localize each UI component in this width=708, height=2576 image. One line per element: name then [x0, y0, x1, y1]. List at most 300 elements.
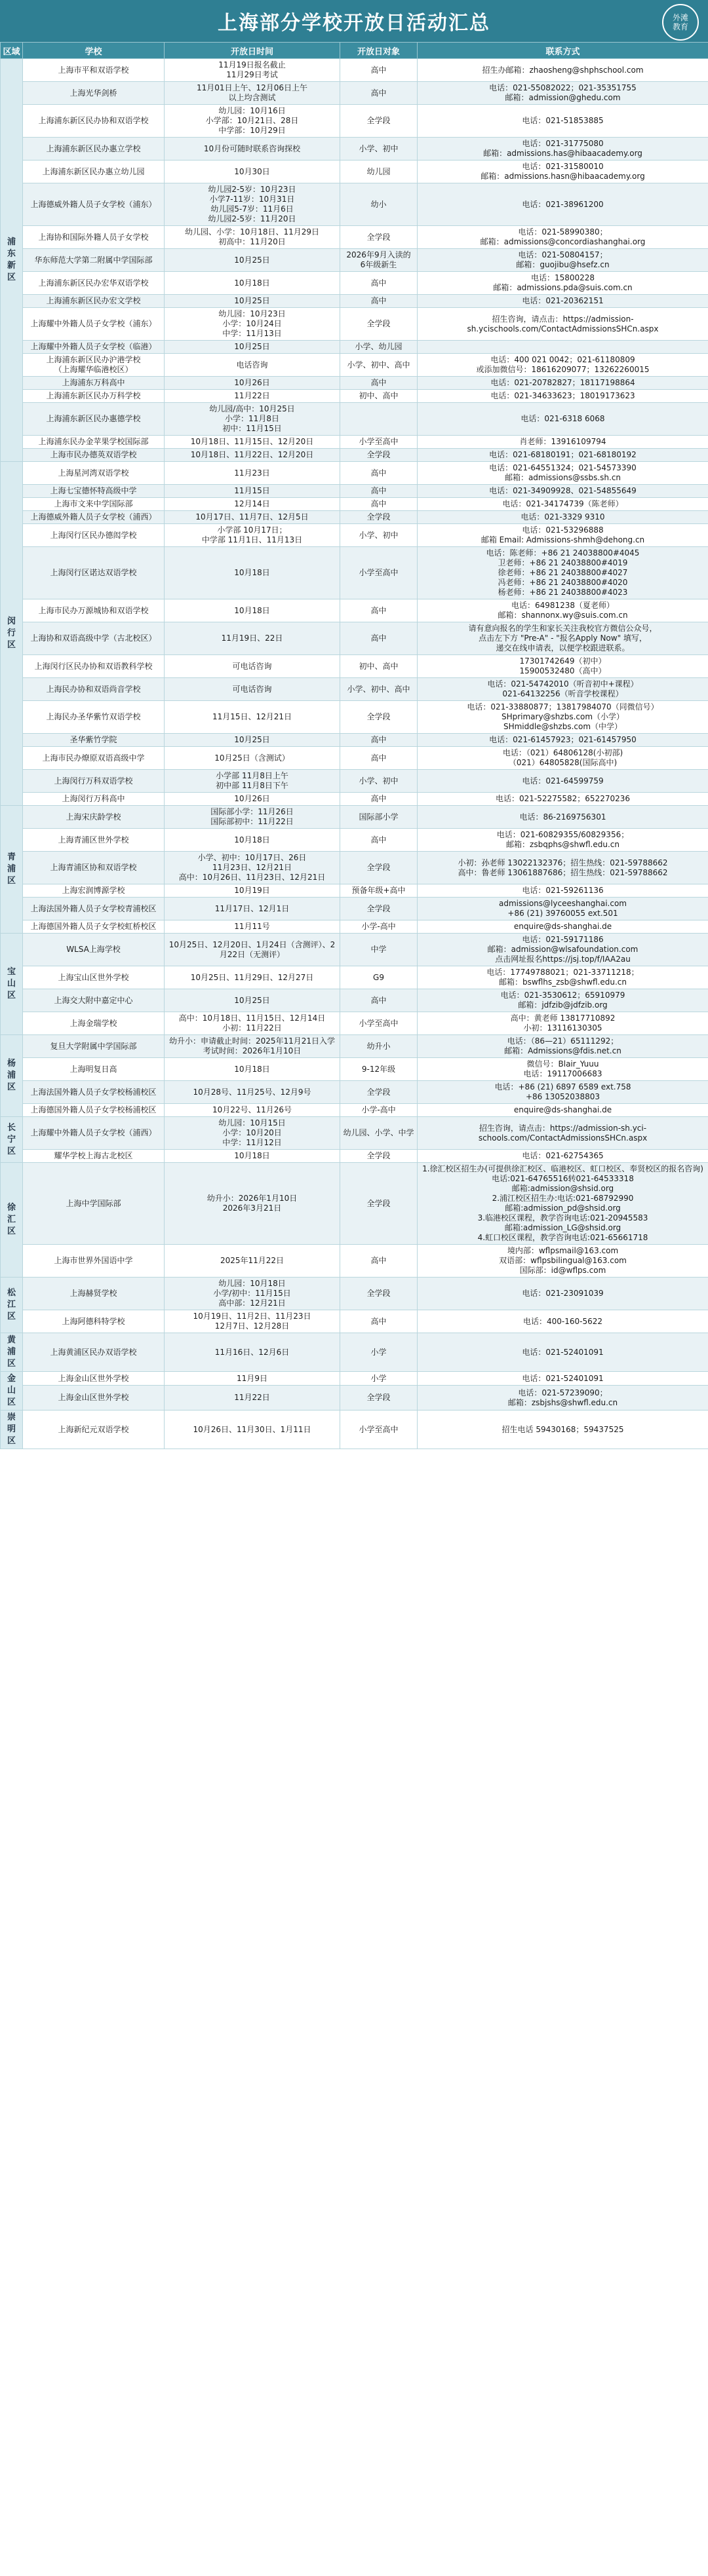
table-row: [1, 1150, 708, 1163]
open-day-target-cell: 全学段: [340, 105, 418, 138]
school-cell: 上海闵行区民办协和双语教科学校: [23, 655, 165, 678]
table-row: [1, 793, 708, 806]
open-day-time-cell: 可电话咨询: [165, 655, 340, 678]
open-day-target-cell: 幼儿园: [340, 161, 418, 183]
open-day-time-cell: 10月18日、11月22日、12月20日: [165, 449, 340, 462]
open-day-time-cell: 幼儿园、小学：10月18日、11月29日 初高中：11月20日: [165, 226, 340, 249]
open-day-time-cell: 10月18日、11月15日、12月20日: [165, 436, 340, 449]
column-header-target: 开放日对象: [340, 43, 418, 59]
school-cell: 上海浦东万科高中: [23, 377, 165, 390]
open-day-target-cell: 高中: [340, 1310, 418, 1333]
open-day-target-cell: 小学-高中: [340, 920, 418, 934]
contact-cell: 电话：17749788021；021-33711218； 邮箱：bswflhs_zsb@shwfl.edu.cn: [418, 966, 708, 989]
logo-line-2: 教育: [672, 22, 688, 31]
open-day-target-cell: 幼儿园、小学、中学: [340, 1117, 418, 1150]
column-header-school: 学校: [23, 43, 165, 59]
contact-cell: 电话：021-3530612；65910979 邮箱：jdfzib@jdfzib.org: [418, 989, 708, 1012]
school-cell: 上海德威外籍人员子女学校（浦西）: [23, 511, 165, 524]
contact-cell: 电话：陈老师：+86 21 24038800#4045 卫老师：+86 21 24038800#4019 徐老师：+86 21 24038800#4027 冯老师：+86 21 24038800#4020 杨老师：+86 21 24038800#4023: [418, 547, 708, 599]
table-row: [1, 852, 708, 884]
district-label: 黄浦区: [7, 1335, 16, 1369]
open-day-target-cell: 全学段: [340, 1150, 418, 1163]
open-day-time-cell: 11月22日: [165, 1386, 340, 1411]
school-cell: 上海黄浦区民办双语学校: [23, 1333, 165, 1372]
contact-cell: 电话：021-23091039: [418, 1278, 708, 1310]
district-label: 闵行区: [7, 616, 16, 650]
table-row: [1, 678, 708, 701]
contact-cell: 电话：021-54742010（听音初中+课程） 021-64132256（听音学校课程）: [418, 678, 708, 701]
table-row: [1, 105, 708, 138]
school-cell: 上海闵行万科双语学校: [23, 770, 165, 793]
open-day-target-cell: 小学: [340, 1372, 418, 1386]
school-cell: 上海明复日高: [23, 1058, 165, 1081]
contact-cell: 电话：021-34909928、021-54855649: [418, 485, 708, 498]
open-day-time-cell: 幼儿园2-5岁：10月23日 小学7-11岁：10月31日 幼儿园5-7岁：11月6日 幼儿园2-5岁：11月20日: [165, 183, 340, 226]
contact-cell: 电话：021-60829355/60829356； 邮箱：zsbqphs@shwfl.edu.cn: [418, 829, 708, 852]
school-cell: 上海新纪元双语学校: [23, 1411, 165, 1449]
contact-cell: 电话：021-3329 9310: [418, 511, 708, 524]
contact-cell: 招生办邮箱：zhaosheng@shphschool.com: [418, 59, 708, 82]
table-row: [1, 341, 708, 354]
open-day-time-cell: 小学部 10月17日； 中学部 11月1日、11月13日: [165, 524, 340, 547]
contact-cell: 电话：021-59261136: [418, 884, 708, 898]
open-day-time-cell: 11月9日: [165, 1372, 340, 1386]
district-cell: [1, 59, 23, 462]
open-day-target-cell: [340, 403, 418, 436]
school-cell: 上海闵行区民办德闳学校: [23, 524, 165, 547]
open-day-target-cell: 高中: [340, 734, 418, 747]
school-cell: 上海浦东新区民办沪港学校 （上海耀华临港校区）: [23, 354, 165, 377]
table-row: [1, 1163, 708, 1245]
open-day-time-cell: 12月14日: [165, 498, 340, 511]
open-day-target-cell: 国际部小学: [340, 806, 418, 829]
contact-cell: 电话：400-160-5622: [418, 1310, 708, 1333]
table-row: [1, 1104, 708, 1117]
open-day-target-cell: 高中: [340, 622, 418, 655]
table-row: [1, 1411, 708, 1449]
open-day-target-cell: 全学段: [340, 1386, 418, 1411]
open-day-target-cell: 小学、初中、高中: [340, 354, 418, 377]
table-row: [1, 377, 708, 390]
school-cell: 上海金山区世外学校: [23, 1386, 165, 1411]
table-row: [1, 511, 708, 524]
open-day-target-cell: 全学段: [340, 1081, 418, 1104]
table-row: [1, 547, 708, 599]
open-day-time-cell: 10月18日: [165, 1058, 340, 1081]
open-day-time-cell: 11月17日、12月1日: [165, 898, 340, 920]
open-day-target-cell: 高中: [340, 829, 418, 852]
open-day-target-cell: 高中: [340, 498, 418, 511]
school-cell: 上海浦东新区民办宏华双语学校: [23, 272, 165, 295]
contact-cell: 请有意向报名的学生和家长关注我校官方微信公众号， 点击左下方 "Pre-A" - "报名Apply Now" 填写， 递交在线申请表，以便学校跟进联系。: [418, 622, 708, 655]
brand-logo: [662, 4, 699, 41]
open-day-time-cell: 高中：10月18日、11月15日、12月14日 小初：11月22日: [165, 1012, 340, 1035]
school-cell: 上海阿德科特学校: [23, 1310, 165, 1333]
contact-cell: 电话：021-61457923；021-61457950: [418, 734, 708, 747]
open-day-target-cell: 小学至高中: [340, 436, 418, 449]
open-day-time-cell: 11月01日上午、12月06日上午 以上均含测试: [165, 82, 340, 105]
contact-cell: 电话：021-52401091: [418, 1333, 708, 1372]
school-cell: 上海耀中外籍人员子女学校（浦东）: [23, 308, 165, 341]
table-row: [1, 655, 708, 678]
table-row: [1, 498, 708, 511]
school-cell: 圣华紫竹学院: [23, 734, 165, 747]
district-cell: [1, 1372, 23, 1411]
school-cell: 上海市民办燎原双语高级中学: [23, 747, 165, 770]
open-day-target-cell: 小学、初中: [340, 138, 418, 161]
contact-cell: 电话：021-38961200: [418, 183, 708, 226]
contact-cell: 电话：021-57239090； 邮箱：zsbjshs@shwfl.edu.cn: [418, 1386, 708, 1411]
open-day-time-cell: 幼儿园：10月16日 小学部：10月21日、28日 中学部：10月29日: [165, 105, 340, 138]
district-label: 金山区: [7, 1374, 16, 1407]
open-day-time-cell: 10月26日: [165, 793, 340, 806]
district-cell: [1, 1278, 23, 1333]
open-day-table: [0, 42, 708, 1449]
school-cell: 上海中学国际部: [23, 1163, 165, 1245]
table-row: [1, 295, 708, 308]
contact-cell: 电话：400 021 0042；021-61180809 或添加微信号：18616209077；13262260015: [418, 354, 708, 377]
table-row: [1, 934, 708, 966]
school-cell: 上海市民办德英双语学校: [23, 449, 165, 462]
contact-cell: enquire@ds-shanghai.de: [418, 1104, 708, 1117]
open-day-target-cell: 全学段: [340, 226, 418, 249]
table-row: [1, 485, 708, 498]
open-day-time-cell: 11月11号: [165, 920, 340, 934]
district-label: 松江区: [7, 1288, 16, 1321]
table-row: [1, 1310, 708, 1333]
school-cell: 上海协和双语高级中学（古北校区）: [23, 622, 165, 655]
contact-cell: 电话：021-20782827；18117198864: [418, 377, 708, 390]
table-row: [1, 436, 708, 449]
school-cell: 上海浦东新区民办宏文学校: [23, 295, 165, 308]
school-cell: 耀华学校上海古北校区: [23, 1150, 165, 1163]
school-cell: 上海宝山区世外学校: [23, 966, 165, 989]
logo-line-1: 外滩: [672, 13, 688, 22]
school-cell: 上海星河湾双语学校: [23, 462, 165, 485]
district-label: 宝山区: [7, 967, 16, 1000]
table-row: [1, 734, 708, 747]
contact-cell: 招生咨询，请点击：https://admission- sh.ycischools.com/ContactAdmissionsSHCn.aspx: [418, 308, 708, 341]
table-row: [1, 1117, 708, 1150]
open-day-time-cell: 10月17日、11月7日、12月5日: [165, 511, 340, 524]
contact-cell: 电话：15800228 邮箱：admissions.pda@suis.com.cn: [418, 272, 708, 295]
open-day-time-cell: 10月28号、11月25号、12月9号: [165, 1081, 340, 1104]
open-day-time-cell: 幼升小：申请截止时间：2025年11月21日入学考试时间：2026年1月10日: [165, 1035, 340, 1058]
table-row: [1, 138, 708, 161]
school-cell: 上海市世界外国语中学: [23, 1245, 165, 1278]
open-day-target-cell: 全学段: [340, 1278, 418, 1310]
contact-cell: 微信号：Blair_Yuuu 电话：19117006683: [418, 1058, 708, 1081]
contact-cell: 电话：021-53296888 邮箱 Email: Admissions-shmh@dehong.cn: [418, 524, 708, 547]
contact-cell: 电话：021-58990380； 邮箱：admissions@concordiashanghai.org: [418, 226, 708, 249]
contact-cell: 电话：021-34174739（陈老师）: [418, 498, 708, 511]
open-day-time-cell: 11月15日、12月21日: [165, 701, 340, 734]
school-cell: 上海光华剑桥: [23, 82, 165, 105]
open-day-time-cell: 11月15日: [165, 485, 340, 498]
open-day-time-cell: 10月26日、11月30日、1月11日: [165, 1411, 340, 1449]
table-header-row: [1, 43, 708, 59]
school-cell: 上海法国外籍人员子女学校青浦校区: [23, 898, 165, 920]
table-row: [1, 1012, 708, 1035]
contact-cell: 17301742649（初中） 15900532480（高中）: [418, 655, 708, 678]
open-day-target-cell: 小学、初中: [340, 524, 418, 547]
school-cell: 上海市民办万源城协和双语学校: [23, 599, 165, 622]
open-day-target-cell: 初中、高中: [340, 390, 418, 403]
school-cell: 上海浦东新区民办协和双语学校: [23, 105, 165, 138]
school-cell: 上海法国外籍人员子女学校杨浦校区: [23, 1081, 165, 1104]
table-row: [1, 920, 708, 934]
open-day-target-cell: 小学、幼儿园: [340, 341, 418, 354]
open-day-time-cell: 10月19日、11月2日、11月23日 12月7日、12月28日: [165, 1310, 340, 1333]
open-day-time-cell: 11月22日: [165, 390, 340, 403]
district-label: 杨浦区: [7, 1059, 16, 1092]
table-row: [1, 82, 708, 105]
contact-cell: 电话：021-50804157； 邮箱：guojibu@hsefz.cn: [418, 249, 708, 272]
open-day-target-cell: 高中: [340, 82, 418, 105]
open-day-time-cell: 11月16日、12月6日: [165, 1333, 340, 1372]
district-label: 青浦区: [7, 852, 16, 886]
table-row: [1, 354, 708, 377]
open-day-target-cell: G9: [340, 966, 418, 989]
school-cell: 上海金山区世外学校: [23, 1372, 165, 1386]
table-row: [1, 308, 708, 341]
contact-cell: 电话：86-2169756301: [418, 806, 708, 829]
district-label: 徐汇区: [7, 1203, 16, 1236]
contact-cell: 电话：021-55082022；021-35351755 邮箱：admission@ghedu.com: [418, 82, 708, 105]
table-row: [1, 449, 708, 462]
contact-cell: [418, 341, 708, 354]
school-cell: 上海市文来中学国际部: [23, 498, 165, 511]
open-day-time-cell: 10月份可随时联系咨询探校: [165, 138, 340, 161]
contact-cell: 电话：021-64599759: [418, 770, 708, 793]
table-row: [1, 884, 708, 898]
district-cell: [1, 806, 23, 934]
open-day-time-cell: 10月22号、11月26号: [165, 1104, 340, 1117]
open-day-time-cell: 10月18日: [165, 1150, 340, 1163]
open-day-time-cell: 10月25日: [165, 295, 340, 308]
contact-cell: 电话：021-59171186 邮箱：admission@wlsafoundation.com 点击网址报名https://jsj.top/f/IAA2au: [418, 934, 708, 966]
contact-cell: 电话：64981238（夏老师） 邮箱：shannonx.wy@suis.com.cn: [418, 599, 708, 622]
open-day-time-cell: 幼儿园：10月23日 小学：10月24日 中学：11月13日: [165, 308, 340, 341]
page-title: 上海部分学校开放日活动汇总: [218, 12, 490, 35]
school-cell: 复旦大学附属中学国际部: [23, 1035, 165, 1058]
open-day-target-cell: 小学、初中: [340, 770, 418, 793]
table-row: [1, 183, 708, 226]
contact-cell: admissions@lyceeshanghai.com +86 (21) 39760055 ext.501: [418, 898, 708, 920]
contact-cell: 电话：+86 (21) 6897 6589 ext.758 +86 13052038803: [418, 1081, 708, 1104]
open-day-time-cell: 11月19日报名截止 11月29日考试: [165, 59, 340, 82]
table-row: [1, 462, 708, 485]
open-day-target-cell: 全学段: [340, 449, 418, 462]
open-day-target-cell: 9-12年级: [340, 1058, 418, 1081]
open-day-time-cell: 10月25日、11月29日、12月27日: [165, 966, 340, 989]
open-day-time-cell: 电话咨询: [165, 354, 340, 377]
open-day-target-cell: 高中: [340, 272, 418, 295]
table-row: [1, 524, 708, 547]
school-cell: 上海浦东新区民办惠立幼儿园: [23, 161, 165, 183]
contact-cell: 电话：021-31775080 邮箱：admissions.has@hibaacademy.org: [418, 138, 708, 161]
open-day-target-cell: 高中: [340, 485, 418, 498]
open-day-target-cell: 高中: [340, 462, 418, 485]
district-label: 崇明区: [7, 1412, 16, 1446]
table-row: [1, 989, 708, 1012]
district-cell: [1, 1117, 23, 1163]
school-cell: 上海民办协和双语尚音学校: [23, 678, 165, 701]
district-cell: [1, 934, 23, 1035]
open-day-time-cell: 11月19日、22日: [165, 622, 340, 655]
open-day-time-cell: 10月25日: [165, 341, 340, 354]
contact-cell: 电话：021-62754365: [418, 1150, 708, 1163]
open-day-target-cell: 小学至高中: [340, 1411, 418, 1449]
school-cell: 上海闵行万科高中: [23, 793, 165, 806]
district-cell: [1, 1411, 23, 1449]
contact-cell: 电话：021-34633623；18019173623: [418, 390, 708, 403]
open-day-time-cell: 10月18日: [165, 272, 340, 295]
open-day-target-cell: 高中: [340, 377, 418, 390]
open-day-target-cell: 高中: [340, 599, 418, 622]
table-row: [1, 806, 708, 829]
school-cell: WLSA上海学校: [23, 934, 165, 966]
open-day-target-cell: 小学: [340, 1333, 418, 1372]
open-day-target-cell: 全学段: [340, 852, 418, 884]
district-cell: [1, 1035, 23, 1117]
open-day-target-cell: 高中: [340, 793, 418, 806]
district-label: 浦东新区: [7, 237, 16, 282]
table-row: [1, 59, 708, 82]
table-row: [1, 161, 708, 183]
table-row: [1, 599, 708, 622]
school-cell: 上海浦东新区民办万科学校: [23, 390, 165, 403]
open-day-target-cell: 全学段: [340, 511, 418, 524]
open-day-time-cell: 幼儿园/高中：10月25日 小学：11月8日 初中：11月15日: [165, 403, 340, 436]
open-day-time-cell: 可电话咨询: [165, 678, 340, 701]
contact-cell: 电话：021-51853885: [418, 105, 708, 138]
table-row: [1, 226, 708, 249]
open-day-target-cell: 小学至高中: [340, 1012, 418, 1035]
open-day-time-cell: 10月25日、12月20日、1月24日（含测评）、2月22日（无测评）: [165, 934, 340, 966]
school-cell: 上海耀中外籍人员子女学校（浦西）: [23, 1117, 165, 1150]
district-label: 长宁区: [7, 1122, 16, 1156]
open-day-target-cell: 小学至高中: [340, 547, 418, 599]
table-row: [1, 272, 708, 295]
contact-cell: 高中：黄老师 13817710892 小初：13116130305: [418, 1012, 708, 1035]
contact-cell: 肖老师：13916109794: [418, 436, 708, 449]
table-row: [1, 1372, 708, 1386]
open-day-time-cell: 11月23日: [165, 462, 340, 485]
table-row: [1, 390, 708, 403]
open-day-time-cell: 10月25日（含测试）: [165, 747, 340, 770]
district-cell: [1, 462, 23, 806]
open-day-time-cell: 小学、初中：10月17日、26日 11月23日、12月21日 高中：10月26日、11月23日、12月21日: [165, 852, 340, 884]
school-cell: 上海宋庆龄学校: [23, 806, 165, 829]
open-day-time-cell: 10月25日: [165, 734, 340, 747]
open-day-time-cell: 10月25日: [165, 249, 340, 272]
school-cell: 上海民办圣华紫竹双语学校: [23, 701, 165, 734]
open-day-time-cell: 10月26日: [165, 377, 340, 390]
column-header-time: 开放日时间: [165, 43, 340, 59]
school-cell: 上海青浦区世外学校: [23, 829, 165, 852]
district-cell: [1, 1163, 23, 1278]
school-cell: 上海闵行区诺达双语学校: [23, 547, 165, 599]
table-row: [1, 1386, 708, 1411]
open-day-target-cell: 高中: [340, 295, 418, 308]
school-cell: 上海青浦区协和双语学校: [23, 852, 165, 884]
contact-cell: 招生咨询，请点击：https://admission-sh.yci- schools.com/ContactAdmissionsSHCn.aspx: [418, 1117, 708, 1150]
open-day-time-cell: 10月19日: [165, 884, 340, 898]
school-cell: 上海七宝德怀特高级中学: [23, 485, 165, 498]
table-row: [1, 701, 708, 734]
contact-cell: 小初：孙老师 13022132376；招生热线：021-59788662 高中：鲁老师 13061887686；招生热线：021-59788662: [418, 852, 708, 884]
school-cell: 上海市平和双语学校: [23, 59, 165, 82]
open-day-target-cell: 幼升小: [340, 1035, 418, 1058]
table-row: [1, 1035, 708, 1058]
school-cell: 上海浦东民办金苹果学校国际部: [23, 436, 165, 449]
column-header-contact: 联系方式: [418, 43, 708, 59]
open-day-time-cell: 幼儿园：10月18日 小学/初中：11月15日 高中部：12月21日: [165, 1278, 340, 1310]
contact-cell: 电话：021-52401091: [418, 1372, 708, 1386]
contact-cell: 电话：021-52275582；652270236: [418, 793, 708, 806]
school-cell: 上海赫贤学校: [23, 1278, 165, 1310]
open-day-time-cell: 10月18日: [165, 547, 340, 599]
contact-cell: 招生电话 59430168；59437525: [418, 1411, 708, 1449]
open-day-target-cell: 初中、高中: [340, 655, 418, 678]
open-day-target-cell: 高中: [340, 59, 418, 82]
table-row: [1, 747, 708, 770]
contact-cell: 电话：021-33880877；13817984070（同微信号） SHprimary@shzbs.com（小学） SHmiddle@shzbs.com（中学）: [418, 701, 708, 734]
school-cell: 上海德国外籍人员子女学校虹桥校区: [23, 920, 165, 934]
open-day-time-cell: 10月30日: [165, 161, 340, 183]
open-day-time-cell: 国际部小学：11月26日 国际部初中：11月22日: [165, 806, 340, 829]
school-cell: 上海德国外籍人员子女学校杨浦校区: [23, 1104, 165, 1117]
school-cell: 上海宏润博源学校: [23, 884, 165, 898]
school-cell: 上海交大附中嘉定中心: [23, 989, 165, 1012]
school-cell: 华东师范大学第二附属中学国际部: [23, 249, 165, 272]
school-cell: 上海德威外籍人员子女学校（浦东）: [23, 183, 165, 226]
open-day-target-cell: 小学-高中: [340, 1104, 418, 1117]
contact-cell: 电话：（021）64806128(小初部) （021）64805828(国际高中): [418, 747, 708, 770]
contact-cell: 境内部：wflpsmail@163.com 双语部：wflpsbilingual@163.com 国际部：id@wflps.com: [418, 1245, 708, 1278]
open-day-target-cell: 全学段: [340, 898, 418, 920]
school-cell: 上海浦东新区民办惠立学校: [23, 138, 165, 161]
table-row: [1, 1278, 708, 1310]
contact-cell: 电话：021-64551324；021-54573390 邮箱：admissions@ssbs.sh.cn: [418, 462, 708, 485]
open-day-time-cell: 小学部 11月8日上午 初中部 11月8日下午: [165, 770, 340, 793]
contact-cell: 电话：（86—21）65111292； 邮箱：Admissions@fdis.net.cn: [418, 1035, 708, 1058]
open-day-target-cell: 全学段: [340, 1163, 418, 1245]
table-row: [1, 1333, 708, 1372]
table-row: [1, 1081, 708, 1104]
open-day-target-cell: 预备年级+高中: [340, 884, 418, 898]
open-day-target-cell: 高中: [340, 989, 418, 1012]
open-day-target-cell: 全学段: [340, 308, 418, 341]
contact-cell: 电话：021-6318 6068: [418, 403, 708, 436]
contact-cell: 1.徐汇校区招生办(可提供徐汇校区、临港校区、虹口校区、奉贤校区的报名咨询) 电话:021-64765516转021-64533318 邮箱:admission@shsid.org 2.浦江校区招生办:电话:021-68792990 邮箱:admission_pd@shsid.org 3.临港校区课程，教学咨询电话:021-20945583 邮箱:admission_LG@shsid.org 4.虹口校区课程，教学咨询电话:021-65661718: [418, 1163, 708, 1245]
open-day-target-cell: 幼小: [340, 183, 418, 226]
contact-cell: enquire@ds-shanghai.de: [418, 920, 708, 934]
open-day-time-cell: 幼升小：2026年1月10日 2026年3月21日: [165, 1163, 340, 1245]
school-cell: 上海浦东新区民办惠德学校: [23, 403, 165, 436]
table-row: [1, 829, 708, 852]
table-row: [1, 770, 708, 793]
open-day-target-cell: 高中: [340, 1245, 418, 1278]
open-day-time-cell: 10月18日: [165, 599, 340, 622]
contact-cell: 电话：021-31580010 邮箱：admissions.hasn@hibaacademy.org: [418, 161, 708, 183]
open-day-target-cell: 高中: [340, 747, 418, 770]
school-cell: 上海金瑞学校: [23, 1012, 165, 1035]
table-row: [1, 403, 708, 436]
table-row: [1, 1058, 708, 1081]
open-day-target-cell: 2026年9月入读的 6年级新生: [340, 249, 418, 272]
